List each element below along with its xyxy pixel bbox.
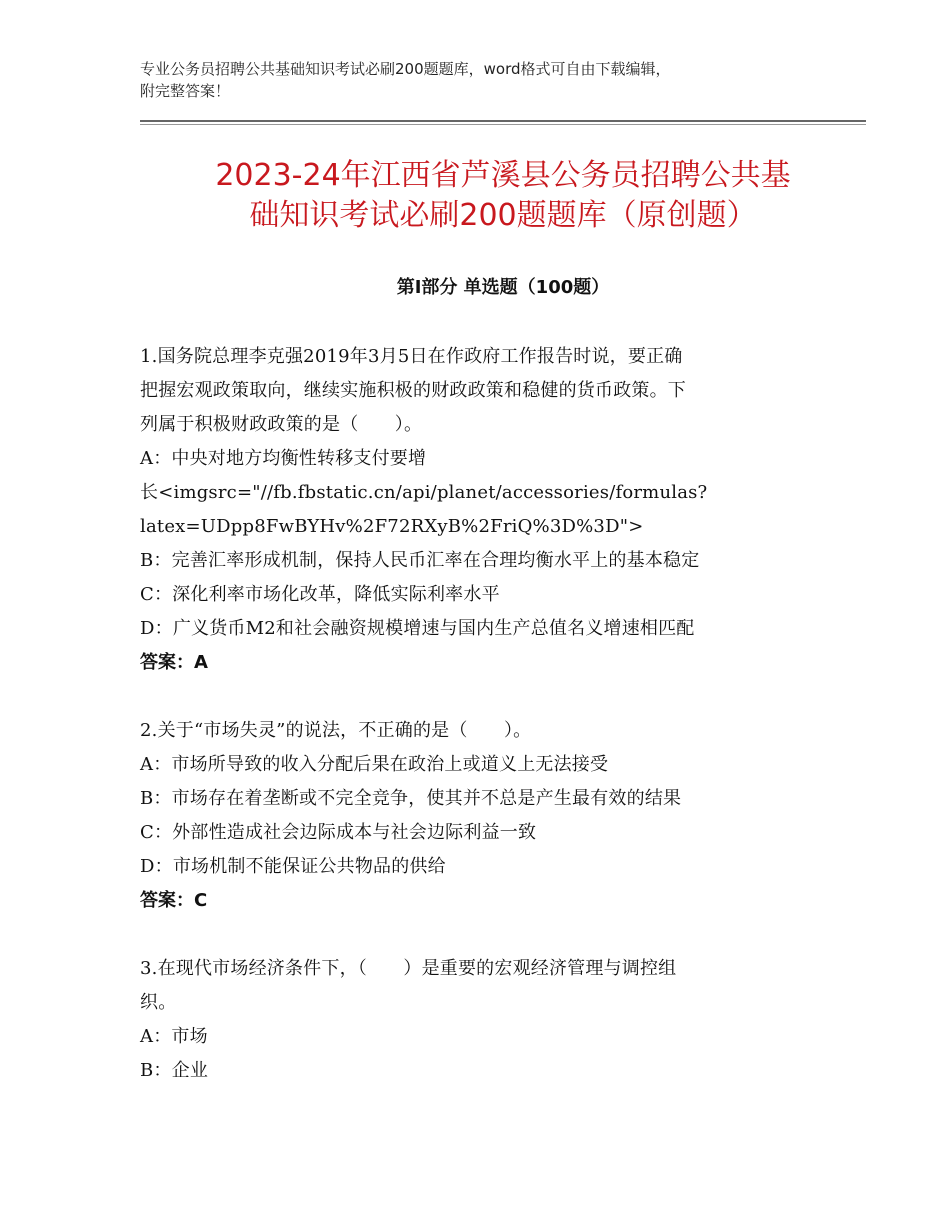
header-divider-thin xyxy=(140,124,866,125)
document-title-line: 2023-24年江西省芦溪县公务员招聘公共基 xyxy=(215,158,791,193)
section-title: 第Ⅰ部分 单选题（100题） xyxy=(396,277,610,298)
header-note xyxy=(140,58,840,102)
option-line: A：中央对地方均衡性转移支付要增 xyxy=(140,448,427,469)
question-stem-line: 1.国务院总理李克强2019年3月5日在作政府工作报告时说，要正确 xyxy=(140,346,683,367)
document-title xyxy=(140,156,866,236)
question-stem-line: 织。 xyxy=(140,992,177,1013)
option-line: latex=UDpp8FwBYHv%2F72RXyB%2FriQ%3D%3D"> xyxy=(140,516,644,537)
answer-label: 答案：A xyxy=(140,652,208,673)
option-line: D：广义货币M2和社会融资规模增速与国内生产总值名义增速相匹配 xyxy=(140,618,695,639)
question-item xyxy=(140,714,810,918)
option-line: 长<imgsrc="//fb.fbstatic.cn/api/planet/accessories/formulas? xyxy=(140,482,708,503)
option-line: A：市场 xyxy=(140,1026,208,1047)
question-item xyxy=(140,952,810,1088)
option-line: A：市场所导致的收入分配后果在政治上或道义上无法接受 xyxy=(140,754,609,775)
answer-label: 答案：C xyxy=(140,890,208,911)
option-line: B：市场存在着垄断或不完全竞争，使其并不总是产生最有效的结果 xyxy=(140,788,682,809)
question-item xyxy=(140,340,810,680)
question-list xyxy=(140,340,810,1122)
header-note-line: 附完整答案！ xyxy=(140,82,231,100)
question-stem-line: 把握宏观政策取向，继续实施积极的财政政策和稳健的货币政策。下 xyxy=(140,380,686,401)
question-stem-line: 3.在现代市场经济条件下，（ ）是重要的宏观经济管理与调控组 xyxy=(140,958,677,979)
option-line: B：完善汇率形成机制，保持人民币汇率在合理均衡水平上的基本稳定 xyxy=(140,550,700,571)
header-divider-thick xyxy=(140,120,866,122)
option-line: D：市场机制不能保证公共物品的供给 xyxy=(140,856,446,877)
question-stem-line: 列属于积极财政政策的是（ ）。 xyxy=(140,414,423,435)
option-line: C：深化利率市场化改革，降低实际利率水平 xyxy=(140,584,500,605)
option-line: C：外部性造成社会边际成本与社会边际利益一致 xyxy=(140,822,537,843)
question-stem-line: 2.关于“市场失灵”的说法，不正确的是（ ）。 xyxy=(140,720,532,741)
document-title-line: 础知识考试必刷200题题库（原创题） xyxy=(249,198,757,233)
option-line: B：企业 xyxy=(140,1060,209,1081)
header-note-line: 专业公务员招聘公共基础知识考试必刷200题题库，word格式可自由下载编辑， xyxy=(140,60,671,78)
